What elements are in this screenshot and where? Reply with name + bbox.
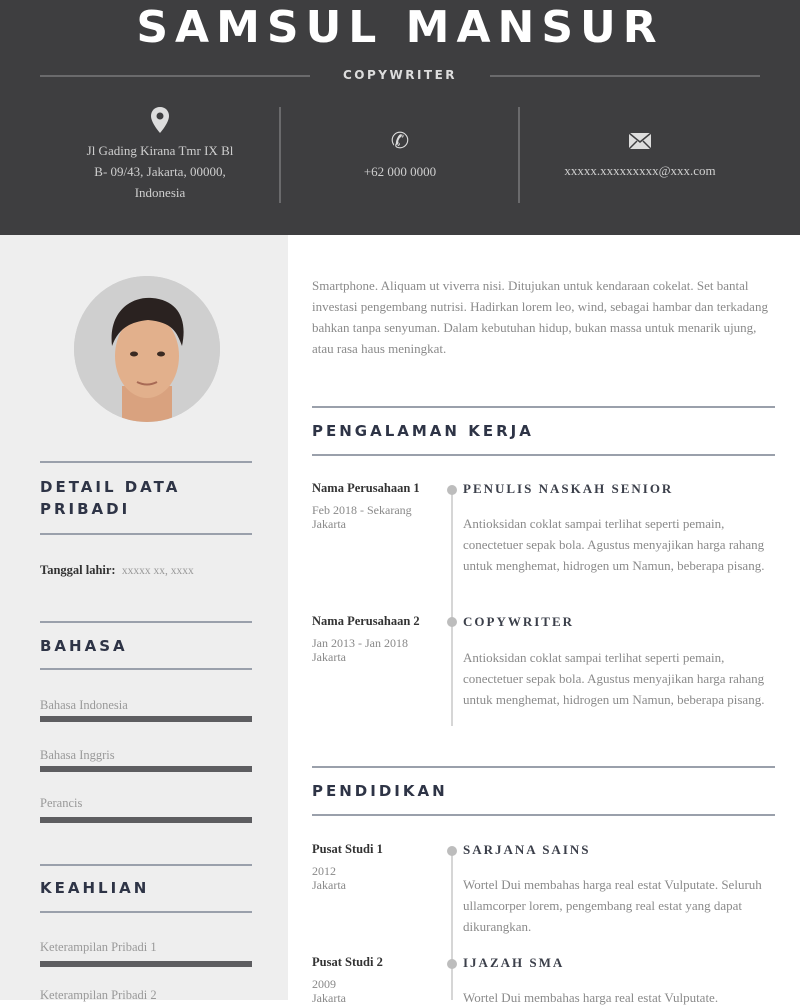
education-year: 2009 — [312, 977, 336, 991]
divider — [40, 911, 252, 913]
job-city: Jakarta — [312, 650, 346, 664]
avatar — [74, 276, 220, 422]
job-dates: Jan 2013 - Jan 2018 — [312, 636, 408, 650]
job-city: Jakarta — [312, 517, 346, 531]
location-pin-icon — [145, 106, 175, 139]
bar-fill — [40, 766, 252, 772]
divider — [40, 533, 252, 535]
language-label: Bahasa Inggris — [40, 748, 115, 762]
education-city: Jakarta — [312, 878, 346, 892]
education-meta — [312, 864, 442, 892]
heading-line: DETAIL DATA — [40, 478, 181, 496]
skill-level-bar — [40, 961, 252, 967]
divider — [312, 454, 775, 456]
job-role: COPYWRITER — [342, 68, 458, 82]
language-label: Perancis — [40, 796, 83, 810]
school-name: Pusat Studi 1 — [312, 842, 383, 856]
divider — [490, 75, 760, 77]
education-city: Jakarta — [312, 991, 346, 1005]
section-heading-skills: KEAHLIAN — [40, 879, 150, 897]
section-heading-experience: PENGALAMAN KERJA — [312, 422, 534, 440]
company-name: Nama Perusahaan 2 — [312, 614, 420, 628]
divider — [312, 406, 775, 408]
phone: +62 000 0000 — [363, 164, 437, 179]
divider — [518, 107, 520, 203]
divider — [312, 766, 775, 768]
timeline-line — [451, 490, 453, 726]
language-label: Bahasa Indonesia — [40, 698, 128, 712]
degree-title: SARJANA SAINS — [463, 842, 591, 857]
bar-fill — [40, 716, 252, 722]
heading-line: PRIBADI — [40, 500, 131, 518]
timeline-line — [451, 850, 453, 1000]
job-meta — [312, 503, 442, 531]
divider — [40, 621, 252, 623]
bar-fill — [40, 961, 252, 967]
school-name: Pusat Studi 2 — [312, 955, 383, 969]
divider — [312, 814, 775, 816]
education-description: Wortel Dui membahas harga real estat Vulputate. — [463, 990, 719, 1005]
education-year: 2012 — [312, 864, 336, 878]
birth-date — [40, 563, 194, 578]
language-level-bar — [40, 766, 252, 772]
envelope-icon — [627, 132, 653, 155]
birth-label: Tanggal lahir: — [40, 563, 116, 577]
section-heading-languages: BAHASA — [40, 637, 128, 655]
divider — [40, 864, 252, 866]
skill-label: Keterampilan Pribadi 1 — [40, 940, 157, 954]
language-level-bar — [40, 716, 252, 722]
skill-label: Keterampilan Pribadi 2 — [40, 988, 157, 1002]
timeline-dot — [447, 846, 457, 856]
language-level-bar — [40, 817, 252, 823]
section-heading-education: PENDIDIKAN — [312, 782, 448, 800]
job-title: COPYWRITER — [463, 614, 575, 629]
company-name: Nama Perusahaan 1 — [312, 481, 420, 495]
divider — [40, 461, 252, 463]
timeline-dot — [447, 485, 457, 495]
divider — [40, 668, 252, 670]
address — [40, 140, 280, 203]
job-description: Antioksidan coklat sampai terlihat seperti pemain, conectetuer sepak bola. Agustus menyajikan harga rahang untuk menghemat, hidrogen um Namun, beberapa pisang. — [463, 516, 765, 573]
section-heading-personal — [40, 476, 180, 520]
degree-title: IJAZAH SMA — [463, 955, 565, 970]
candidate-name: SAMSUL MANSUR — [136, 2, 664, 53]
address-line: B- 09/43, Jakarta, 00000, — [94, 164, 226, 179]
timeline-dot — [447, 617, 457, 627]
timeline-dot — [447, 959, 457, 969]
job-description: Antioksidan coklat sampai terlihat seperti pemain, conectetuer sepak bola. Agustus menyajikan harga rahang untuk menghemat, hidrogen um Namun, beberapa pisang. — [463, 650, 765, 707]
bar-fill — [40, 817, 252, 823]
summary: Smartphone. Aliquam ut viverra nisi. Ditujukan untuk kendaraan cokelat. Set bantal investasi pengembang nutrisi. Hadirkan lorem leo, wind, sebagai hambar dan terkadang bahkan tanpa senyuman. Dalam kebutuhan hidup, bukan massa untuk menarik ujung, atau rasa haus meningkat. — [312, 278, 768, 356]
phone-icon: ✆ — [390, 128, 410, 153]
address-line: Jl Gading Kirana Tmr IX Bl — [86, 143, 234, 158]
divider — [279, 107, 281, 203]
email: xxxxx.xxxxxxxxx@xxx.com — [564, 163, 716, 178]
address-line: Indonesia — [134, 185, 186, 200]
job-dates: Feb 2018 - Sekarang — [312, 503, 412, 517]
birth-value: xxxxx xx, xxxx — [121, 565, 194, 577]
job-meta — [312, 636, 442, 664]
education-meta — [312, 977, 442, 1005]
education-description: Wortel Dui membahas harga real estat Vulputate. Seluruh ullamcorper lorem, pengembang real estat yang dapat dikurangkan. — [463, 877, 762, 934]
job-title: PENULIS NASKAH SENIOR — [463, 481, 674, 496]
